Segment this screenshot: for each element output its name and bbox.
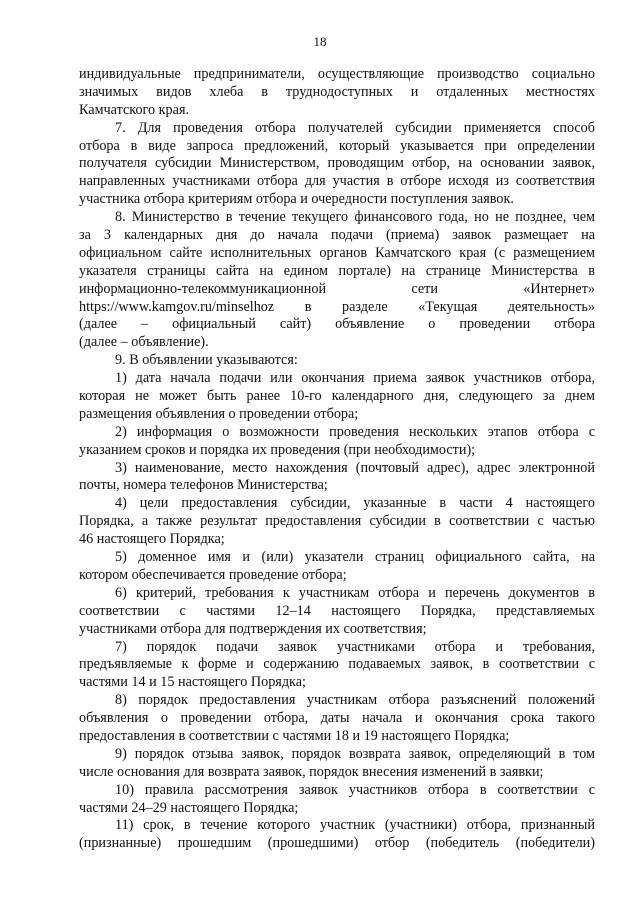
text-line: 6) критерий, требования к участникам отбора и перечень документов в (115, 584, 595, 601)
text-line: участника отбора критериям отбора и очередности поступления заявок. (79, 191, 514, 208)
text-line: указателя страницы сайта на едином портале) на странице Министерства в (79, 262, 595, 279)
text-line: Порядка, а также результат предоставления субсидии в соответствии с частью (79, 513, 595, 530)
text-line: которая не может быть ранее 10-го календарного дня, следующего за днем (79, 388, 595, 405)
text-line: предоставления в соответствии с частями 18 и 19 настоящего Порядка; (79, 727, 510, 744)
text-line: (признанные) прошедшим (прошедшими) отбор (победитель (победители) (79, 835, 595, 852)
text-line: частями 24–29 настоящего Порядка; (79, 799, 299, 816)
text-line: отбора в виде запроса предложений, который указывается при определении (79, 137, 595, 154)
text-line: 10) правила рассмотрения заявок участников отбора в соответствии с (115, 781, 595, 798)
text-line: индивидуальные предприниматели, осуществляющие производство социально (79, 66, 595, 82)
text-line: 8) порядок предоставления участникам отбора разъяснений положений (115, 692, 595, 709)
text-line: направленных участниками отбора для участия в отборе исходя из соответствия (79, 173, 595, 190)
text-line: указанием сроков и порядка их проведения (при необходимости); (79, 441, 476, 458)
text-line: предъявляемые к форме и содержанию подаваемых заявок, в соответствии с (79, 656, 595, 673)
text-line: соответствии с частями 12–14 настоящего Порядка, представляемых (79, 602, 595, 619)
text-line: (далее – официальный сайт) объявление о проведении отбора (79, 316, 595, 333)
text-line: получателя субсидии Министерством, проводящим отбор, на основании заявок, (79, 155, 595, 172)
text-line: 1) дата начала подачи или окончания приема заявок участников отбора, (115, 370, 595, 387)
page-number: 18 (313, 34, 327, 49)
text-line: https://www.kamgov.ru/minselhoz в разделе «Текущая деятельность» (79, 298, 595, 315)
text-line: 11) срок, в течение которого участник (участники) отбора, признанный (115, 817, 595, 834)
text-line: числе основания для возврата заявок, порядок внесения изменений в заявки; (79, 763, 544, 780)
text-line: участниками отбора для подтверждения их соответствия; (79, 620, 427, 637)
text-line: 2) информация о возможности проведения нескольких этапов отбора с (115, 423, 595, 440)
text-line: котором обеспечивается проведение отбора; (79, 566, 347, 583)
text-line: информационно-телекоммуникационной сети «Интернет» (79, 280, 595, 297)
text-line: 9. В объявлении указываются: (115, 352, 298, 369)
text-line: Камчатского края. (79, 101, 190, 118)
text-line: 4) цели предоставления субсидии, указанные в части 4 настоящего (115, 495, 595, 512)
text-line: 5) доменное имя и (или) указатели страниц официального сайта, на (115, 549, 595, 566)
text-line: 9) порядок отзыва заявок, порядок возврата заявок, определяющий в том (115, 745, 595, 762)
text-line: частями 14 и 15 настоящего Порядка; (79, 674, 306, 691)
text-line: за 3 календарных дня до начала подачи (приема) заявок размещает на (79, 227, 595, 244)
text-line: почты, номера телефонов Министерства; (79, 477, 328, 494)
text-line: значимых видов хлеба в труднодоступных и отдаленных местностях (79, 83, 595, 100)
text-line: размещения объявления о проведении отбора; (79, 405, 359, 422)
text-line: (далее – объявление). (79, 334, 209, 351)
text-line: 46 настоящего Порядка; (79, 531, 225, 548)
text-line: 7. Для проведения отбора получателей субсидии применяется способ (115, 119, 595, 136)
text-line: 8. Министерство в течение текущего финансового года, но не позднее, чем (115, 209, 595, 226)
text-line: объявления о проведении отбора, даты начала и окончания срока такого (79, 710, 595, 727)
text-line: 3) наименование, место нахождения (почтовый адрес), адрес электронной (115, 459, 595, 476)
document-body (79, 66, 595, 853)
text-line: 7) порядок подачи заявок участниками отбора и требования, (115, 638, 595, 655)
text-line: официальном сайте исполнительных органов Камчатского края (с размещением (79, 244, 595, 261)
